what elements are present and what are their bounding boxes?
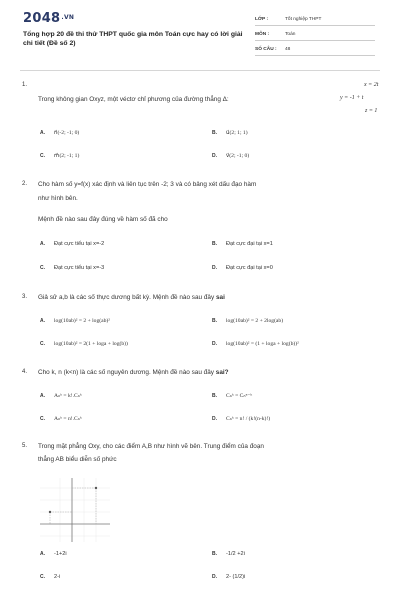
answer-option[interactable] [212, 393, 252, 399]
option-text: log(10ab)² = 2(1 + loga + log(b)) [54, 341, 128, 347]
question-text: Trong không gian Oxyz, một véctơ chỉ phương của đường thẳng Δ: [38, 96, 229, 103]
option-letter: D. [212, 416, 217, 422]
coordinate-graph [40, 478, 110, 542]
option-text: Đạt cực tiểu tại x=-3 [54, 265, 105, 271]
point-b [95, 487, 97, 489]
option-letter: D. [212, 574, 217, 580]
answer-option[interactable] [40, 318, 110, 324]
option-text: log(10ab)² = 2 + log(ab)² [54, 318, 110, 324]
meta-subject [255, 29, 375, 41]
answer-option[interactable] [40, 130, 79, 136]
question-number: 4. [22, 369, 28, 375]
answer-option[interactable] [212, 265, 273, 271]
answer-option[interactable] [212, 341, 299, 347]
answer-option[interactable] [212, 416, 270, 422]
question-text: thẳng AB biểu diễn số phức [38, 456, 117, 463]
option-letter: C. [40, 153, 45, 159]
option-text: Cₙᵏ = Cₙⁿ⁻ᵏ [226, 393, 253, 399]
option-letter: A. [40, 318, 45, 324]
header-divider [20, 70, 380, 71]
equation-line: x = 2t [364, 82, 379, 88]
answer-option[interactable] [212, 551, 245, 557]
option-letter: A. [40, 130, 45, 136]
answer-option[interactable] [40, 551, 67, 557]
option-letter: C. [40, 416, 45, 422]
answer-option[interactable] [40, 393, 82, 399]
meta-value: Toán [285, 32, 296, 37]
answer-option[interactable] [40, 265, 104, 271]
question-text-main: Cho k, n (k<n) là các số nguyên dương. Mệnh đề nào sau đây [38, 369, 214, 376]
question-emphasis: sai? [215, 369, 229, 376]
option-text: -1/2 +2i [226, 551, 245, 557]
option-letter: B. [212, 241, 217, 247]
meta-label: LỚP : [255, 17, 269, 22]
meta-label: MÔN : [255, 32, 270, 37]
option-text: Đạt cực đại tại x=0 [226, 265, 273, 271]
question-text-main: Giả sử a,b là các số thực dương bất kỳ. Mệnh đề nào sau đây [38, 294, 215, 301]
option-letter: C. [40, 265, 45, 271]
equation-line: y = -1 + t [340, 95, 364, 101]
question-text [38, 366, 229, 379]
meta-class [255, 14, 375, 26]
option-text: u⃗(2; 1; 1) [226, 130, 248, 136]
option-text: Aₙᵏ = n!.Cₙᵏ [54, 416, 82, 422]
answer-option[interactable] [212, 574, 245, 580]
document-title: Tổng hợp 20 đề thi thử THPT quốc gia môn Toán cực hay có lời giải chi tiết (Đề số 2) [23, 31, 243, 47]
option-text: Đạt cực tiểu tại x=-2 [54, 241, 105, 247]
option-text: Aₙᵏ = k!.Cₙᵏ [54, 393, 82, 399]
answer-option[interactable] [212, 153, 249, 159]
question-text: như hình bên. [38, 195, 78, 202]
meta-value: Tốt nghiệp THPT [285, 17, 322, 22]
answer-option[interactable] [212, 318, 283, 324]
option-text: -1+2i [54, 551, 67, 557]
option-text: v⃗(2; -1; 0) [226, 153, 250, 159]
point-a [49, 511, 51, 513]
meta-label: SỐ CÂU : [255, 47, 277, 52]
site-logo[interactable] [23, 11, 74, 26]
option-letter: A. [40, 393, 45, 399]
option-text: log(10ab)² = 2 + 2log(ab) [226, 318, 284, 324]
answer-option[interactable] [40, 241, 104, 247]
question-emphasis: sai [215, 294, 225, 301]
option-letter: D. [212, 341, 217, 347]
question-number: 5. [22, 443, 28, 449]
option-letter: B. [212, 318, 217, 324]
option-letter: B. [212, 393, 217, 399]
answer-option[interactable] [40, 416, 82, 422]
option-letter: A. [40, 551, 45, 557]
option-text: m⃗(2; -1; 1) [54, 153, 80, 159]
option-letter: D. [212, 153, 217, 159]
answer-option[interactable] [40, 341, 128, 347]
option-text: 2- (1/2)i [226, 574, 246, 580]
option-text: log(10ab)² = (1 + loga + log(b))² [226, 341, 299, 347]
option-letter: A. [40, 241, 45, 247]
question-number: 3. [22, 294, 28, 300]
answer-option[interactable] [212, 241, 273, 247]
option-letter: C. [40, 574, 45, 580]
option-text: 2-i [54, 574, 61, 580]
question-number: 1. [22, 82, 28, 88]
logo-text: 2048 [23, 11, 61, 26]
document-header [0, 0, 400, 70]
option-letter: D. [212, 265, 217, 271]
meta-value: 48 [285, 47, 291, 52]
option-text: Đạt cực đại tại x=1 [226, 241, 273, 247]
question-number: 2. [22, 181, 28, 187]
option-letter: B. [212, 551, 217, 557]
answer-option[interactable] [40, 574, 60, 580]
answer-option[interactable] [212, 130, 248, 136]
logo-suffix: .VN [61, 14, 75, 21]
meta-question-count [255, 44, 375, 56]
equation-line: z = 1 [365, 108, 378, 114]
graph-grid [40, 478, 110, 542]
option-letter: B. [212, 130, 217, 136]
answer-option[interactable] [40, 153, 79, 159]
question-text: Trong mặt phẳng Oxy, cho các điểm A,B như hình vẽ bên. Trung điểm của đoạn [38, 443, 264, 450]
question-text [38, 291, 225, 304]
option-text: n⃗(-2; -1; 0) [54, 130, 80, 136]
question-text: Cho hàm số y=f(x) xác định và liên tục trên -2; 3 và có bảng xét dấu đạo hàm [38, 181, 257, 188]
option-letter: C. [40, 341, 45, 347]
option-text: Cₙᵏ = n! / (k!(n-k)!) [226, 416, 271, 422]
question-text: Mệnh đề nào sau đây đúng về hàm số đã cho [38, 216, 168, 223]
